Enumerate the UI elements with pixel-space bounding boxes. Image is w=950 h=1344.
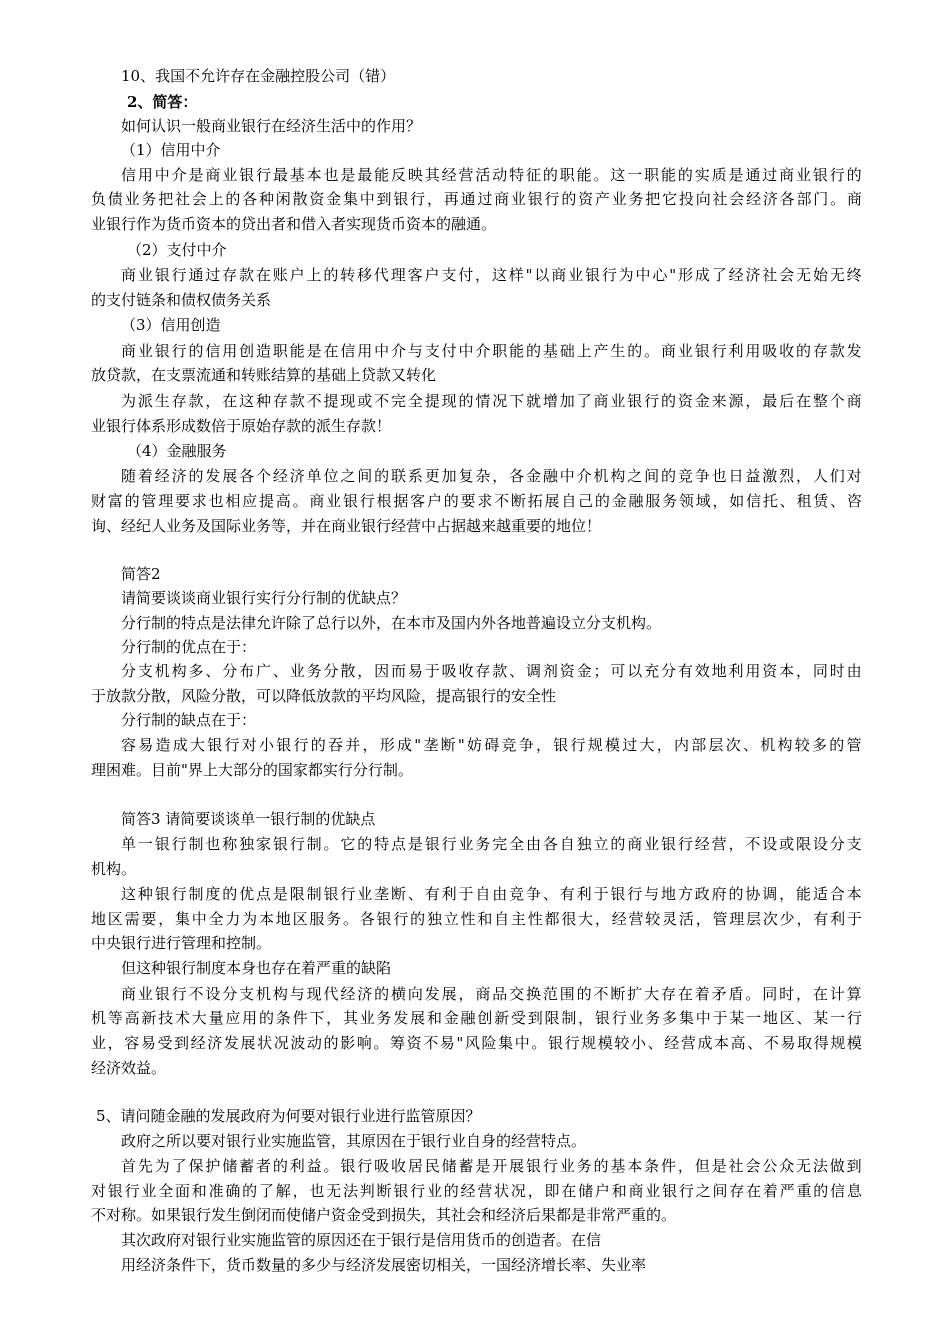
text-line: 用经济条件下，货币数量的多少与经济发展密切相关，一国经济增长率、失业率	[121, 1256, 647, 1274]
text-line: 业银行作为货币资本的贷出者和借入者实现货币资本的融通。	[91, 215, 497, 233]
text-line: 负 债 业 务 把 社 会 上 的 各 种 闲 散 资 金 集 中 到 银 行 ， 再 通 过 商 业 银 行 的 资 产 业 务 把 它 投 向 社 会 经 济 各 部 门 。 商	[91, 190, 862, 208]
text-line: 地 区 需 要 ， 集 中 全 力 为 本 地 区 服 务 。 各 银 行 的 独 立 性 和 自 主 性 都 很 大 ， 经 营 较 灵 活 ， 管 理 层 次 少 ， 有 利 于	[91, 910, 862, 928]
text-line: 的支付链条和债权债务关系	[91, 291, 272, 309]
text-line: 其次政府对银行业实施监管的原因还在于银行是信用货币的创造者。在信	[121, 1231, 602, 1249]
text-line: 放贷款，在支票流通和转账结算的基础上贷款又转化	[91, 366, 437, 384]
text-line: 请简要谈谈商业银行实行分行制的优缺点？	[121, 589, 407, 607]
text-line: 商 业 银 行 的 信 用 创 造 职 能 是 在 信 用 中 介 与 支 付 中 介 职 能 的 基 础 上 产 生 的 。 商 业 银 行 利 用 吸 收 的 存 款 发	[121, 342, 862, 360]
text-line: 首 先 为 了 保 护 储 蓄 者 的 利 益 。 银 行 吸 收 居 民 储 蓄 是 开 展 银 行 业 务 的 基 本 条 件 ， 但 是 社 会 公 众 无 法 做 到	[121, 1157, 862, 1175]
text-line: 经济效益。	[91, 1059, 167, 1077]
text-line: 简答3 请简要谈谈单一银行制的优缺点	[121, 810, 376, 828]
text-line: 理困难。目前"界上大部分的国家都实行分行制。	[91, 761, 413, 779]
text-line: （2）支付中介	[127, 241, 227, 259]
text-line: 中央银行进行管理和控制。	[91, 934, 272, 952]
text-line: 单 一 银 行 制 也 称 独 家 银 行 制 。 它 的 特 点 是 银 行 业 务 完 全 由 各 自 独 立 的 商 业 银 行 经 营 ， 不 设 或 限 设 分 支	[121, 835, 862, 853]
text-line: 这 种 银 行 制 度 的 优 点 是 限 制 银 行 业 垄 断 、 有 利 于 自 由 竞 争 、 有 利 于 银 行 与 地 方 政 府 的 协 调 ， 能 适 合 本	[121, 885, 862, 903]
text-line: 5、请问随金融的发展政府为何要对银行业进行监管原因？	[96, 1107, 481, 1125]
text-line: 于放款分散，风险分散，可以降低放款的平均风险，提高银行的安全性	[91, 687, 557, 705]
text-line: 政府之所以要对银行业实施监管，其原因在于银行业自身的经营特点。	[121, 1132, 587, 1150]
text-line: 对 银 行 业 全 面 和 准 确 的 了 解 ， 也 无 法 判 断 银 行 业 的 经 营 状 况 ， 即 在 储 户 和 商 业 银 行 之 间 存 在 着 严 重 的 信 息	[91, 1182, 862, 1200]
text-line: 商 业 银 行 通 过 存 款 在 账 户 上 的 转 移 代 理 客 户 支 付 ， 这 样 " 以 商 业 银 行 为 中 心 " 形 成 了 经 济 社 会 无 始 无 终	[121, 266, 862, 284]
text-line: 商 业 银 行 不 设 分 支 机 构 与 现 代 经 济 的 横 向 发 展 ， 商 品 交 换 范 围 的 不 断 扩 大 存 在 着 矛 盾 。 同 时 ， 在 计 算	[121, 985, 862, 1003]
text-line: 随 着 经 济 的 发 展 各 个 经 济 单 位 之 间 的 联 系 更 加 复 杂 ， 各 金 融 中 介 机 构 之 间 的 竞 争 也 日 益 激 烈 ， 人 们 对	[121, 467, 862, 485]
text-line: 业 ， 容 易 受 到 经 济 发 展 状 况 波 动 的 影 响 。 筹 资 不 易 " 风 险 集 中 。 银 行 规 模 较 小 、 经 营 成 本 高 、 不 易 取 得 规 模	[91, 1034, 862, 1052]
text-line: 财 富 的 管 理 要 求 也 相 应 提 高 。 商 业 银 行 根 据 客 户 的 要 求 不 断 拓 展 自 己 的 金 融 服 务 领 域 ， 如 信 托 、 租 赁 、 咨	[91, 492, 862, 510]
text-line: 分行制的缺点在于：	[121, 711, 257, 729]
text-line: 但这种银行制度本身也存在着严重的缺陷	[121, 959, 392, 977]
text-line: 机 等 高 新 技 术 大 量 应 用 的 条 件 下 ， 其 业 务 发 展 和 金 融 创 新 受 到 限 制 ， 银 行 业 务 多 集 中 于 某 一 地 区 、 某 一 行	[91, 1009, 862, 1027]
text-line: 分 支 机 构 多 、 分 布 广 、 业 务 分 散 ， 因 而 易 于 吸 收 存 款 、 调 剂 资 金 ； 可 以 充 分 有 效 地 利 用 资 本 ， 同 时 由	[121, 662, 862, 680]
text-line: 10、我国不允许存在金融控股公司（错）	[121, 67, 396, 85]
text-line: 不对称。如果银行发生倒闭而使储户资金受到损失，其社会和经济后果都是非常严重的。	[91, 1206, 677, 1224]
text-line: 2、简答：	[127, 93, 198, 111]
text-line: 容 易 造 成 大 银 行 对 小 银 行 的 吞 并 ， 形 成 " 垄 断 " 妨 碍 竞 争 ， 银 行 规 模 过 大 ， 内 部 层 次 、 机 构 较 多 的 管	[121, 736, 862, 754]
text-line: 分行制的优点在于：	[121, 638, 257, 656]
text-line: （4）金融服务	[127, 442, 227, 460]
text-line: 机构。	[91, 860, 137, 878]
text-line: 简答2	[121, 565, 161, 583]
text-line: 信 用 中 介 是 商 业 银 行 最 基 本 也 是 最 能 反 映 其 经 营 活 动 特 征 的 职 能 。 这 一 职 能 的 实 质 是 通 过 商 业 银 行 的	[121, 166, 862, 184]
text-line: 询、经纪人业务及国际业务等，并在商业银行经营中占据越来越重要的地位！	[91, 517, 602, 535]
text-line: 分行制的特点是法律允许除了总行以外，在本市及国内外各地普遍设立分支机构。	[121, 614, 662, 632]
text-line: 业银行体系形成数倍于原始存款的派生存款！	[91, 417, 392, 435]
text-line: （1）信用中介	[121, 141, 221, 159]
text-line: （3）信用创造	[121, 316, 221, 334]
text-line: 为 派 生 存 款 ， 在 这 种 存 款 不 提 现 或 不 完 全 提 现 的 情 况 下 就 增 加 了 商 业 银 行 的 资 金 来 源 ， 最 后 在 整 个 商	[121, 392, 862, 410]
text-line: 如何认识一般商业银行在经济生活中的作用？	[121, 117, 422, 135]
